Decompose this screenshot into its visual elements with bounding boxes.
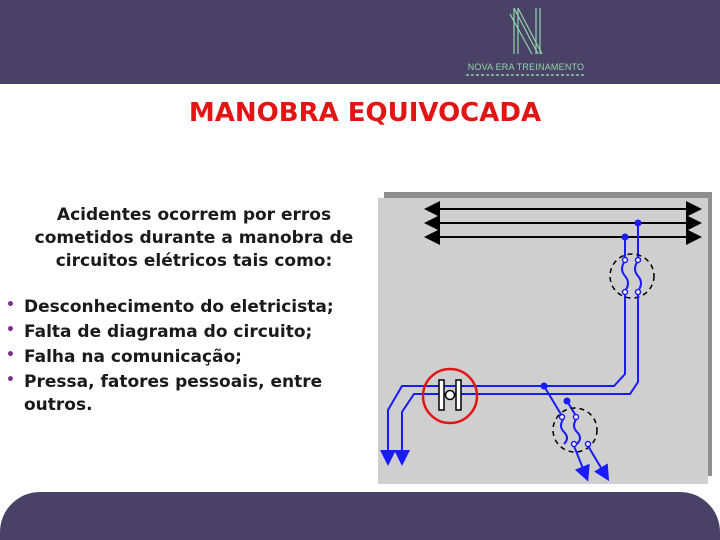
bullet-text: Falta de diagrama do circuito; [24,322,313,342]
bullet-item [4,346,364,369]
page-title: MANOBRA EQUIVOCADA [188,98,542,128]
logo-text: NOVA ERA TREINAMENTO [467,62,585,72]
bullet-item [4,371,364,417]
bullet-dot-icon: • [6,297,15,313]
bullet-text: Falha na comunicação; [24,347,242,367]
bullet-text: Desconhecimento do eletricista; [24,297,334,317]
intro-text: Acidentes ocorrem por erros cometidos durante a manobra de circuitos elétricos tais como: [34,205,354,271]
company-logo [466,4,596,82]
diagram-background [378,198,708,484]
letter-n-logo-icon [466,4,586,62]
bullet-dot-icon: • [6,322,15,338]
header-band [0,0,720,84]
bullet-text: Pressa, fatores pessoais, entre outros. [24,372,323,415]
bullet-list [4,296,364,419]
bullet-item [4,321,364,344]
logo-tagline-line [466,74,586,76]
circuit-diagram [378,198,708,484]
bullet-dot-icon: • [6,347,15,363]
footer-band [0,492,720,540]
bullet-dot-icon: • [6,372,15,388]
bullet-item [4,296,364,319]
